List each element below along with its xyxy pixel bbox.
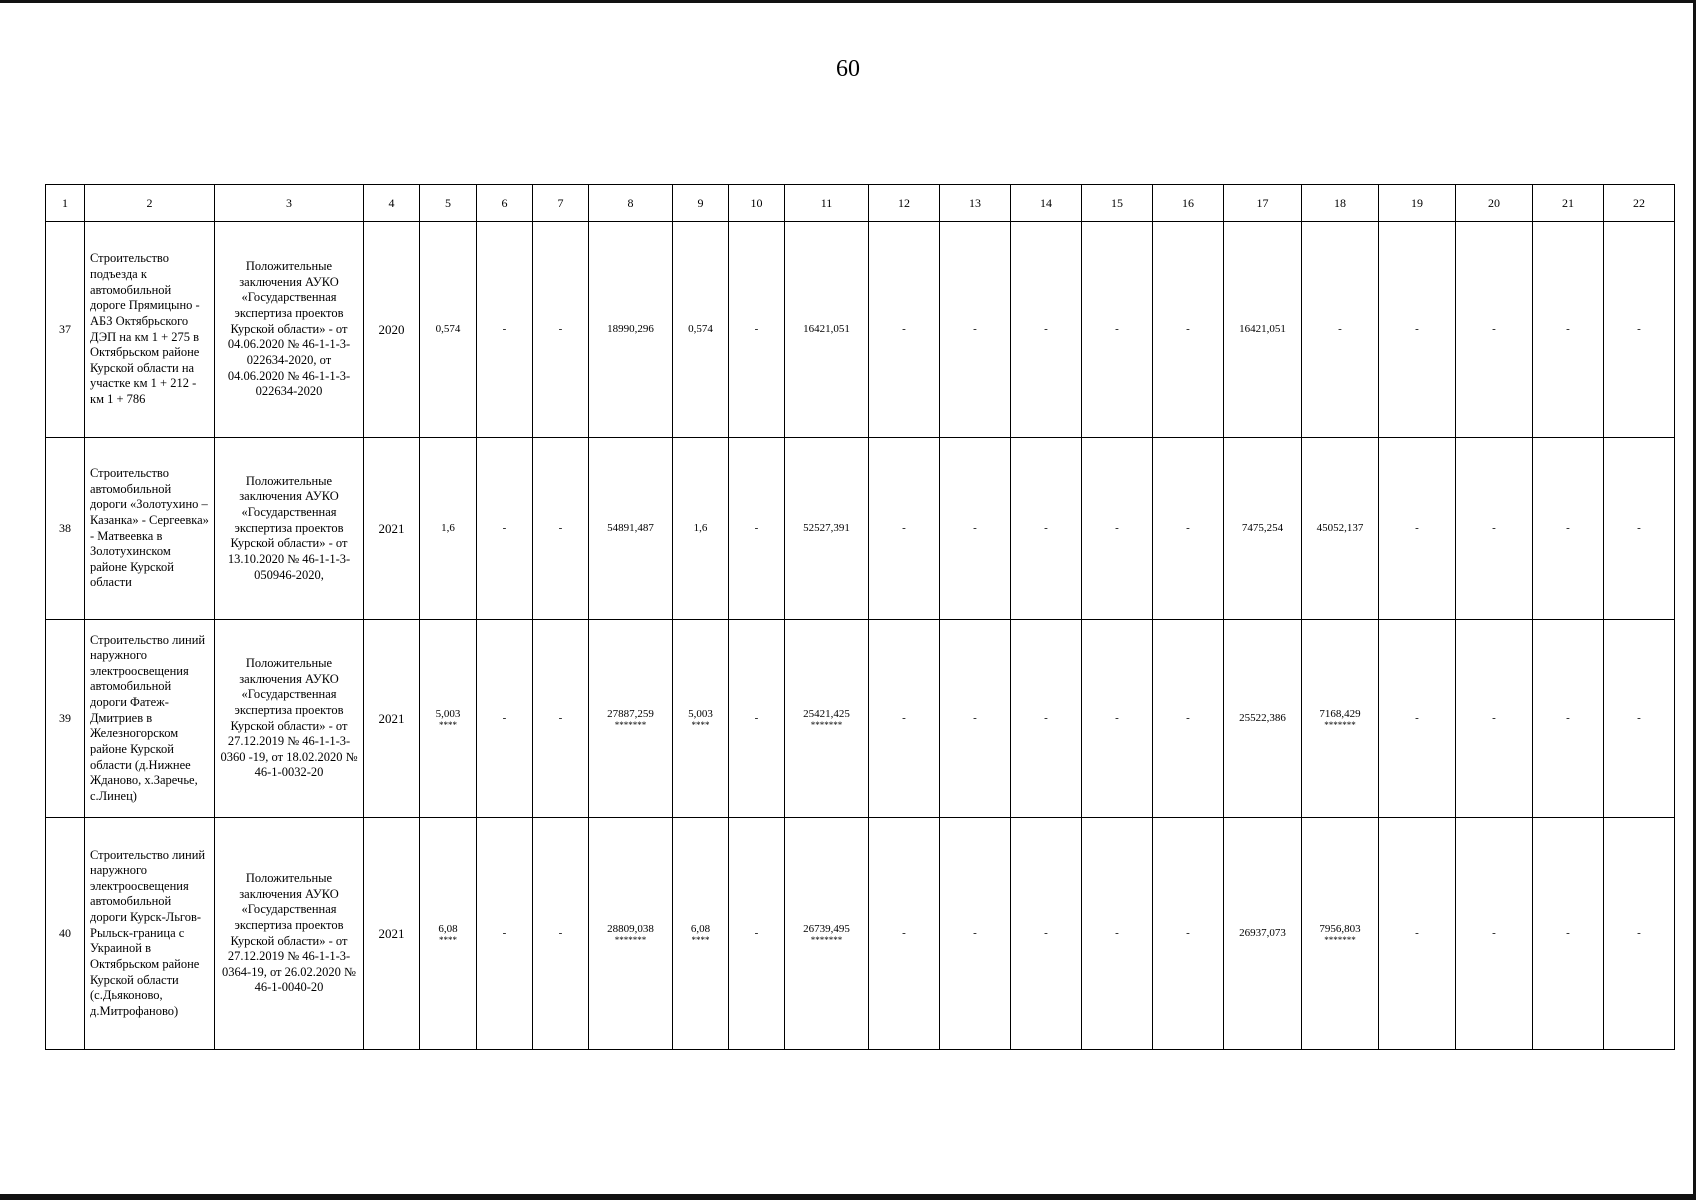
footnote-mark: ******* <box>1324 935 1356 946</box>
value: 16421,051 <box>803 322 850 335</box>
value: 26739,495 <box>803 922 850 935</box>
value: 5,003 <box>435 707 461 720</box>
footnote-mark: ******* <box>614 720 647 731</box>
expertise-conclusion: Положительные заключения АУКО «Государственная экспертиза проектов Курской области» - от 13.10.2020 № 46-1-1-3-050946-2020, <box>215 438 364 620</box>
cell-19: - <box>1379 438 1456 620</box>
cell-9 <box>673 620 729 818</box>
cell-18 <box>1302 620 1379 818</box>
cell-19: - <box>1379 818 1456 1050</box>
cell-22: - <box>1604 438 1675 620</box>
value: 7168,429 <box>1319 707 1361 720</box>
row-number: 38 <box>46 438 85 620</box>
column-header: 19 <box>1379 185 1456 222</box>
value: 28809,038 <box>607 922 654 935</box>
cell-7: - <box>533 438 589 620</box>
cell-9 <box>673 222 729 438</box>
cell-6: - <box>477 438 533 620</box>
value: 18990,296 <box>607 322 654 335</box>
cell-12: - <box>869 818 940 1050</box>
table-row <box>46 222 1675 438</box>
column-header: 13 <box>940 185 1011 222</box>
cell-14: - <box>1011 620 1082 818</box>
cell-12: - <box>869 438 940 620</box>
column-header: 11 <box>785 185 869 222</box>
cell-15: - <box>1082 818 1153 1050</box>
cell-16: - <box>1153 620 1224 818</box>
column-header: 15 <box>1082 185 1153 222</box>
cell-21: - <box>1533 438 1604 620</box>
cell-18 <box>1302 818 1379 1050</box>
column-header: 3 <box>215 185 364 222</box>
column-header: 2 <box>85 185 215 222</box>
cell-20: - <box>1456 438 1533 620</box>
cell-9 <box>673 438 729 620</box>
cell-14: - <box>1011 438 1082 620</box>
cell-10: - <box>729 620 785 818</box>
value: 1,6 <box>441 521 455 534</box>
value: 0,574 <box>435 322 461 335</box>
table-row <box>46 818 1675 1050</box>
cell-14: - <box>1011 818 1082 1050</box>
value: 54891,487 <box>607 521 654 534</box>
cell-20: - <box>1456 818 1533 1050</box>
cell-10: - <box>729 438 785 620</box>
cell-15: - <box>1082 222 1153 438</box>
expertise-conclusion: Положительные заключения АУКО «Государственная экспертиза проектов Курской области» - от 04.06.2020 № 46-1-1-3-022634-2020, от 04.06.2020 № 46-1-1-3-022634-2020 <box>215 222 364 438</box>
cell-16: - <box>1153 818 1224 1050</box>
column-header: 22 <box>1604 185 1675 222</box>
cell-18 <box>1302 438 1379 620</box>
column-header: 14 <box>1011 185 1082 222</box>
cell-7: - <box>533 620 589 818</box>
column-header: 17 <box>1224 185 1302 222</box>
value: 45052,137 <box>1316 521 1364 534</box>
column-header: 9 <box>673 185 729 222</box>
row-number: 39 <box>46 620 85 818</box>
value: 6,08 <box>438 922 458 935</box>
cell-6: - <box>477 818 533 1050</box>
object-name: Строительство линий наружного электроосвещения автомобильной дороги Курск-Льгов-Рыльск-граница с Украиной в Октябрьском районе Курской области (с.Дьяконово, д.Митрофаново) <box>85 818 215 1050</box>
cell-17: 7475,254 <box>1224 438 1302 620</box>
footnote-mark: ******* <box>1324 720 1356 731</box>
cell-22: - <box>1604 222 1675 438</box>
footnote-mark: ******* <box>614 935 647 946</box>
footnote-mark: **** <box>439 935 457 946</box>
cell-19: - <box>1379 222 1456 438</box>
cell-20: - <box>1456 620 1533 818</box>
cell-17: 25522,386 <box>1224 620 1302 818</box>
column-header: 18 <box>1302 185 1379 222</box>
cell-11 <box>785 438 869 620</box>
cell-7: - <box>533 222 589 438</box>
cell-8 <box>589 438 673 620</box>
cell-21: - <box>1533 222 1604 438</box>
expertise-conclusion: Положительные заключения АУКО «Государственная экспертиза проектов Курской области» - от 27.12.2019 № 46-1-1-3-0364-19, от 26.02.2020 № 46-1-0040-20 <box>215 818 364 1050</box>
object-name: Строительство автомобильной дороги «Золотухино – Казанка» - Сергеевка» - Матвеевка в Золотухинском районе Курской области <box>85 438 215 620</box>
value: 5,003 <box>688 707 713 720</box>
cell-16: - <box>1153 438 1224 620</box>
column-header: 1 <box>46 185 85 222</box>
cell-8 <box>589 222 673 438</box>
cell-10: - <box>729 818 785 1050</box>
value: 6,08 <box>690 922 711 935</box>
cell-8 <box>589 620 673 818</box>
cell-6: - <box>477 620 533 818</box>
scan-border-bottom <box>0 1194 1696 1200</box>
cell-13: - <box>940 438 1011 620</box>
column-header: 10 <box>729 185 785 222</box>
cell-11 <box>785 222 869 438</box>
year-cell: 2021 <box>364 818 420 1050</box>
object-name: Строительство линий наружного электроосвещения автомобильной дороги Фатеж-Дмитриев в Железногорском районе Курской области (д.Нижнее Жданово, х.Заречье, с.Линец) <box>85 620 215 818</box>
column-header: 21 <box>1533 185 1604 222</box>
value: 7956,803 <box>1319 922 1361 935</box>
year-cell: 2021 <box>364 438 420 620</box>
cell-5 <box>420 438 477 620</box>
cell-17: 16421,051 <box>1224 222 1302 438</box>
value: 1,6 <box>693 521 708 534</box>
cell-5 <box>420 620 477 818</box>
column-header: 5 <box>420 185 477 222</box>
data-table <box>45 184 1675 1050</box>
cell-5 <box>420 222 477 438</box>
cell-21: - <box>1533 620 1604 818</box>
cell-15: - <box>1082 620 1153 818</box>
table-row <box>46 438 1675 620</box>
cell-6: - <box>477 222 533 438</box>
cell-16: - <box>1153 222 1224 438</box>
page-number: 60 <box>836 56 860 82</box>
cell-18 <box>1302 222 1379 438</box>
row-number: 37 <box>46 222 85 438</box>
value: 0,574 <box>688 322 713 335</box>
cell-8 <box>589 818 673 1050</box>
cell-22: - <box>1604 818 1675 1050</box>
cell-14: - <box>1011 222 1082 438</box>
column-header: 7 <box>533 185 589 222</box>
footnote-mark: ******* <box>810 720 843 731</box>
cell-12: - <box>869 620 940 818</box>
column-header: 8 <box>589 185 673 222</box>
cell-19: - <box>1379 620 1456 818</box>
scan-border-top <box>0 0 1696 3</box>
footnote-mark: ******* <box>810 935 843 946</box>
cell-10: - <box>729 222 785 438</box>
column-header: 4 <box>364 185 420 222</box>
cell-21: - <box>1533 818 1604 1050</box>
cell-13: - <box>940 222 1011 438</box>
value: 25421,425 <box>803 707 850 720</box>
row-number: 40 <box>46 818 85 1050</box>
value: 27887,259 <box>607 707 654 720</box>
cell-11 <box>785 818 869 1050</box>
value: 52527,391 <box>803 521 850 534</box>
year-cell: 2020 <box>364 222 420 438</box>
cell-12: - <box>869 222 940 438</box>
cell-13: - <box>940 620 1011 818</box>
column-header: 16 <box>1153 185 1224 222</box>
cell-11 <box>785 620 869 818</box>
cell-7: - <box>533 818 589 1050</box>
footnote-mark: **** <box>691 935 710 946</box>
cell-17: 26937,073 <box>1224 818 1302 1050</box>
table-row <box>46 620 1675 818</box>
footnote-mark: **** <box>439 720 457 731</box>
cell-20: - <box>1456 222 1533 438</box>
column-header: 6 <box>477 185 533 222</box>
column-header: 20 <box>1456 185 1533 222</box>
value: - <box>1338 322 1342 335</box>
cell-15: - <box>1082 438 1153 620</box>
cell-5 <box>420 818 477 1050</box>
cell-9 <box>673 818 729 1050</box>
column-header: 12 <box>869 185 940 222</box>
header-row <box>46 185 1675 222</box>
footnote-mark: **** <box>691 720 710 731</box>
cell-22: - <box>1604 620 1675 818</box>
expertise-conclusion: Положительные заключения АУКО «Государственная экспертиза проектов Курской области» - от 27.12.2019 № 46-1-1-3-0360 -19, от 18.02.2020 № 46-1-0032-20 <box>215 620 364 818</box>
year-cell: 2021 <box>364 620 420 818</box>
object-name: Строительство подъезда к автомобильной дороге Прямицыно - АБЗ Октябрьского ДЭП на км 1 + 275 в Октябрьском районе Курской области на участке км 1 + 212 - км 1 + 786 <box>85 222 215 438</box>
cell-13: - <box>940 818 1011 1050</box>
